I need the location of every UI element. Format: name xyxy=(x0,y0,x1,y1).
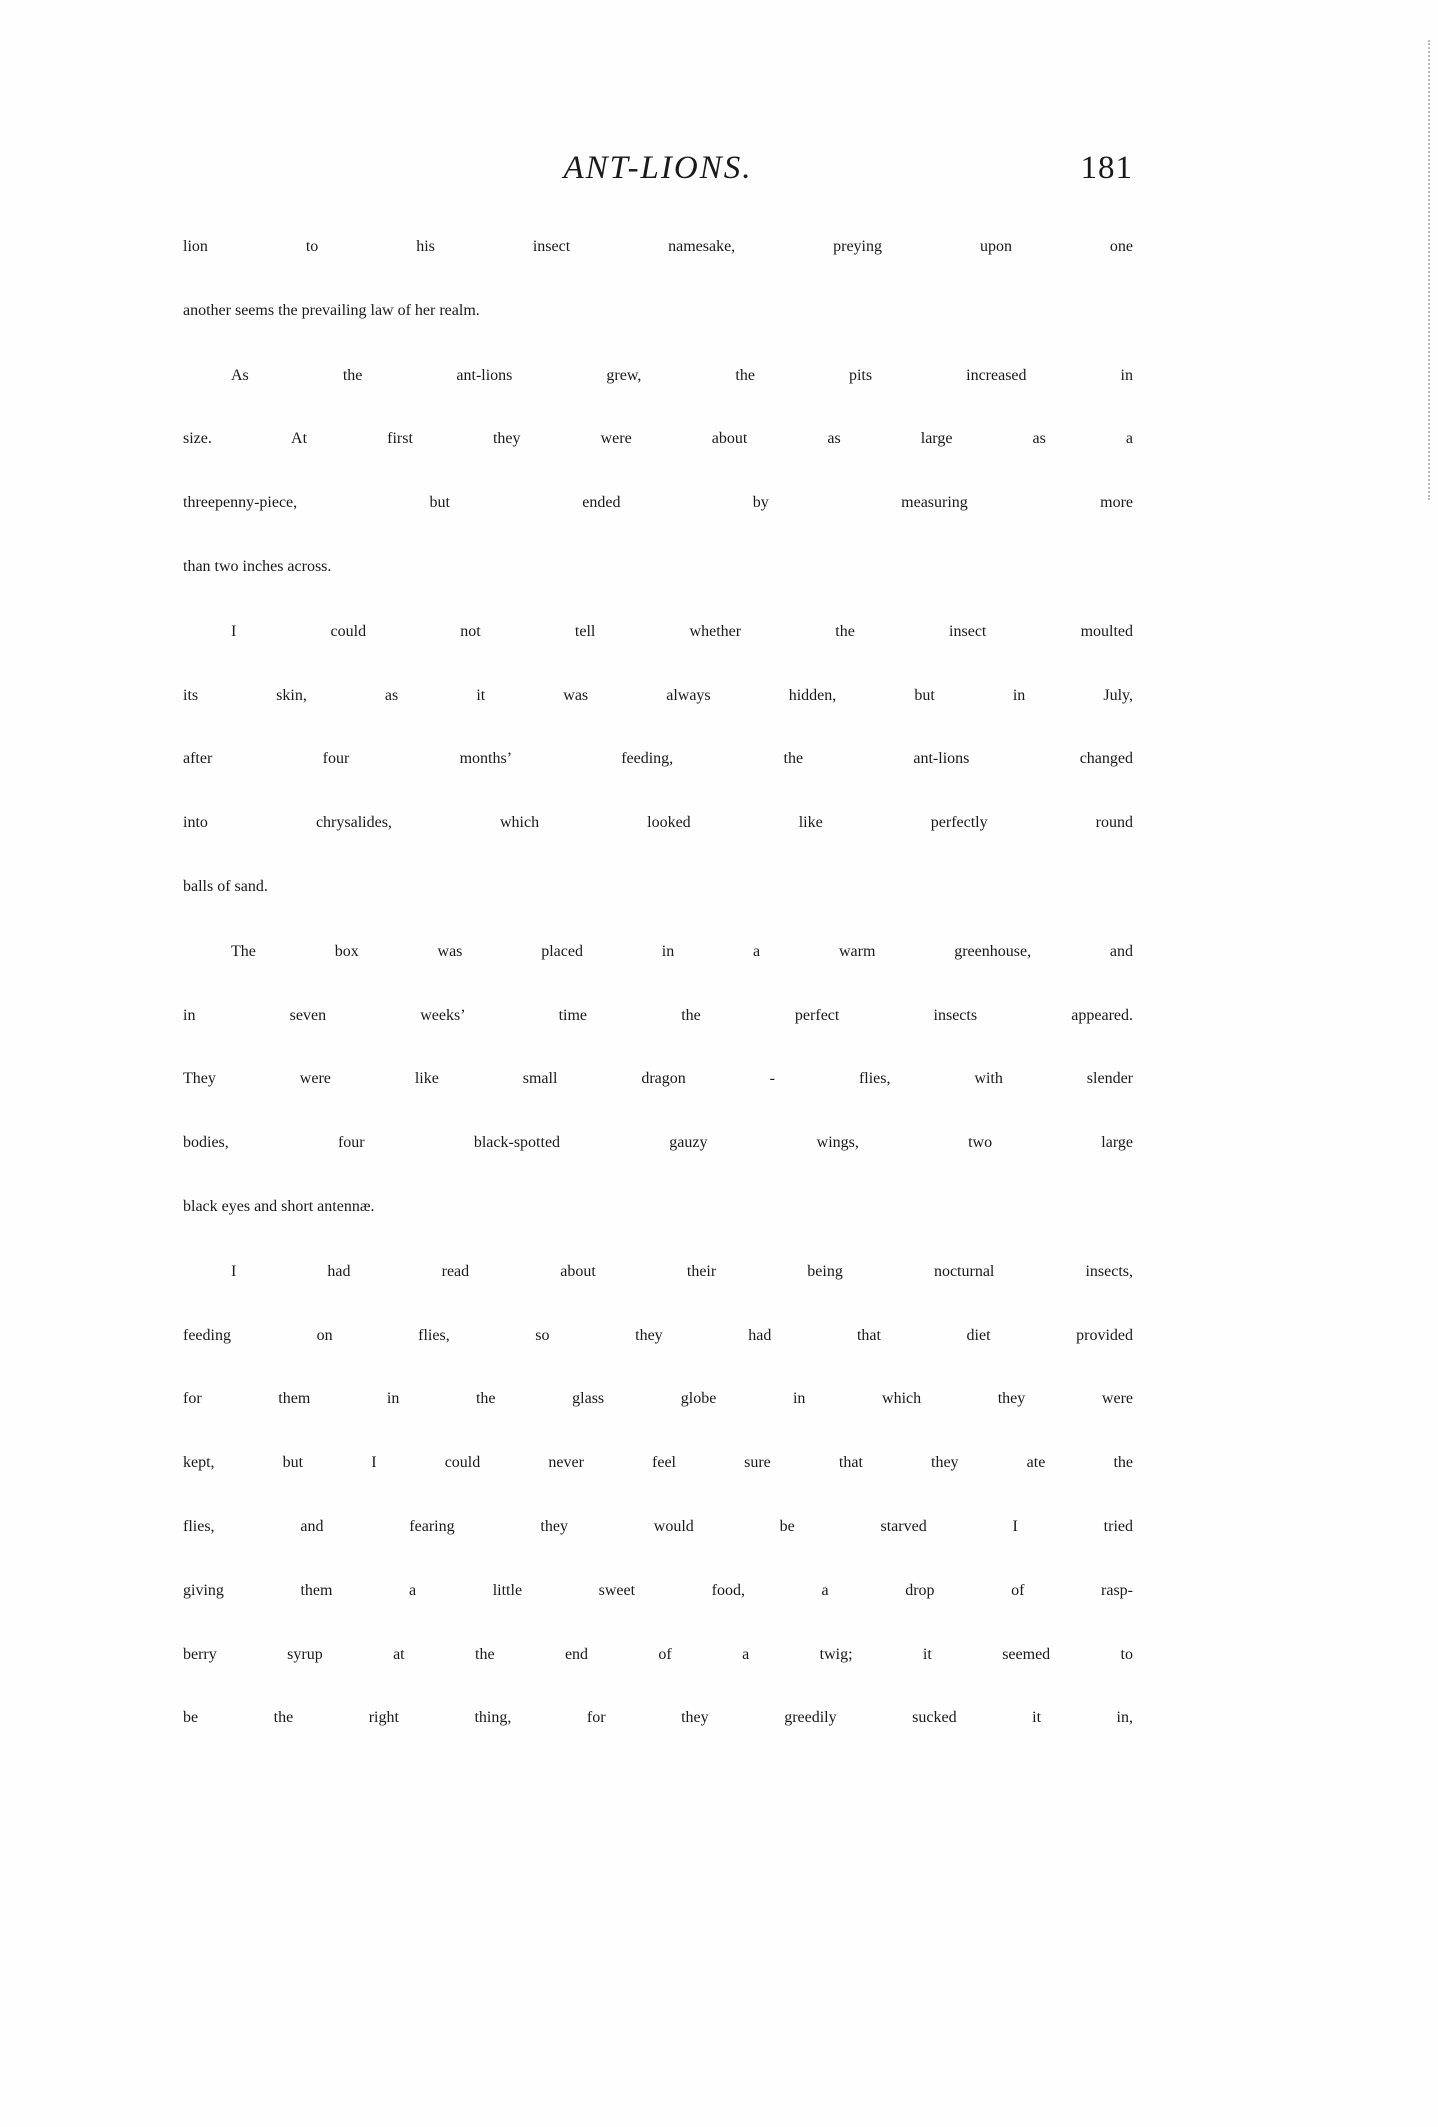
text-line: lion to his insect namesake, preying upon one xyxy=(183,238,1133,255)
text-line: I had read about their being nocturnal insects, xyxy=(231,1262,1133,1280)
paragraph-1 xyxy=(183,238,1133,366)
text-line: giving them a little sweet food, a drop of rasp- xyxy=(183,1581,1133,1599)
text-line: feeding on flies, so they had that diet provided xyxy=(183,1326,1133,1344)
paragraph-4 xyxy=(183,943,1133,1262)
text-line: As the ant-lions grew, the pits increased in xyxy=(231,366,1133,384)
text-line: for them in the glass globe in which they were xyxy=(183,1390,1133,1408)
text-line: in seven weeks’ time the perfect insects appeared. xyxy=(183,1006,1133,1024)
running-title: ANT-LIONS. xyxy=(563,150,753,186)
page-number: 181 xyxy=(1080,150,1133,186)
text-line: flies, and fearing they would be starved I tried xyxy=(183,1517,1133,1535)
paragraph-5 xyxy=(183,1263,1133,1773)
running-header xyxy=(183,150,1133,190)
page-edge-marks xyxy=(1425,40,1430,500)
text-line: balls of sand. xyxy=(183,877,268,895)
text-line: I could not tell whether the insect moulted xyxy=(231,622,1133,640)
text-line: The box was placed in a warm greenhouse, and xyxy=(231,942,1133,960)
text-line: black eyes and short antennæ. xyxy=(183,1197,375,1215)
text-line: berry syrup at the end of a twig; it seemed to xyxy=(183,1645,1133,1663)
paragraph-3 xyxy=(183,623,1133,942)
paragraph-2 xyxy=(183,367,1133,622)
body-text xyxy=(183,238,1133,1774)
text-line: They were like small dragon - flies, with slender xyxy=(183,1070,1133,1088)
text-line: threepenny-piece, but ended by measuring more xyxy=(183,494,1133,512)
text-line: size. At first they were about as large as a xyxy=(183,430,1133,448)
text-line: be the right thing, for they greedily sucked it in, xyxy=(183,1709,1133,1727)
text-line: kept, but I could never feel sure that they ate the xyxy=(183,1454,1133,1472)
text-line: after four months’ feeding, the ant-lions changed xyxy=(183,750,1133,768)
text-line: another seems the prevailing law of her realm. xyxy=(183,301,480,319)
text-line: its skin, as it was always hidden, but in July, xyxy=(183,686,1133,704)
text-line: than two inches across. xyxy=(183,557,332,575)
text-line: bodies, four black-spotted gauzy wings, two large xyxy=(183,1134,1133,1152)
text-line: into chrysalides, which looked like perfectly round xyxy=(183,814,1133,832)
